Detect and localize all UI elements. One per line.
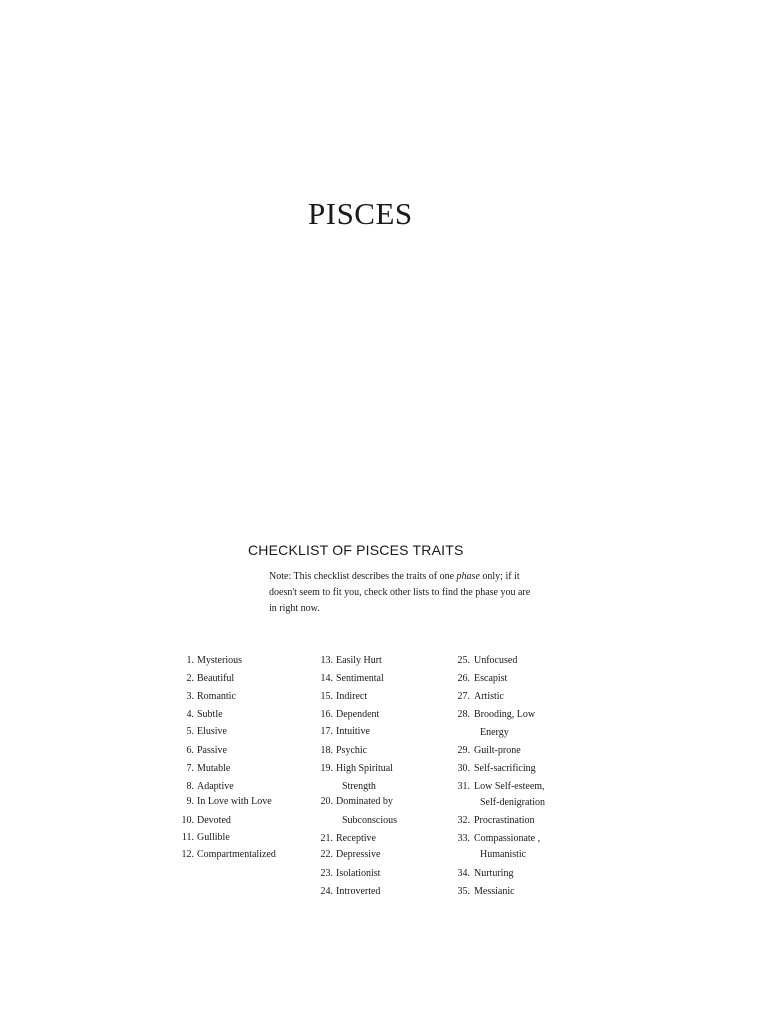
trait-number: 24.	[320, 886, 333, 897]
trait-item	[176, 745, 227, 757]
page-title: PISCES	[308, 196, 413, 231]
trait-label: Messianic	[474, 886, 515, 897]
trait-item	[176, 726, 227, 738]
trait-item	[176, 763, 230, 775]
trait-number: 33.	[457, 833, 470, 844]
trait-item	[450, 673, 507, 685]
trait-item	[313, 726, 370, 738]
trait-number: 1.	[186, 655, 194, 666]
trait-item	[176, 796, 272, 808]
trait-number: 31.	[457, 781, 470, 792]
trait-item	[450, 745, 521, 757]
trait-number: 16.	[320, 709, 333, 720]
trait-label: Easily Hurt	[336, 655, 382, 666]
trait-label: Subtle	[197, 709, 223, 720]
trait-number: 23.	[320, 868, 333, 879]
trait-number: 3.	[186, 691, 194, 702]
note-emphasis: phase	[456, 571, 480, 582]
trait-label: Sentimental	[336, 673, 384, 684]
trait-item	[313, 796, 393, 808]
trait-number: 6.	[186, 745, 194, 756]
note-text-after: only; if it doesn't seem to fit you, check other lists to find the phase you are in right now.	[269, 571, 531, 614]
trait-item	[313, 673, 384, 685]
trait-label: Mutable	[197, 763, 231, 774]
trait-item	[313, 691, 367, 703]
trait-label: Beautiful	[197, 673, 235, 684]
trait-item	[176, 849, 276, 861]
trait-number: 2.	[186, 673, 194, 684]
trait-label: Dependent	[336, 709, 380, 720]
trait-label: Self-sacrificing	[474, 763, 536, 774]
trait-label: Isolationist	[336, 868, 381, 879]
trait-number: 13.	[320, 655, 333, 666]
trait-item	[176, 815, 231, 827]
trait-item	[176, 832, 230, 844]
trait-item	[313, 868, 380, 880]
trait-label: Gullible	[197, 832, 230, 843]
trait-number: 28.	[457, 709, 470, 720]
trait-label: Psychic	[336, 745, 368, 756]
trait-number: 18.	[320, 745, 333, 756]
trait-number: 35.	[457, 886, 470, 897]
trait-item	[450, 886, 515, 898]
trait-number: 5.	[186, 726, 194, 737]
trait-number: 4.	[186, 709, 194, 720]
trait-label: Depressive	[336, 849, 381, 860]
trait-label: Escapist	[474, 673, 508, 684]
trait-item	[176, 673, 234, 685]
trait-label: Introverted	[336, 886, 381, 897]
trait-label: In Love with Love	[197, 796, 272, 807]
trait-label: Dominated by	[336, 796, 393, 807]
trait-item	[313, 745, 367, 757]
trait-item	[450, 815, 535, 827]
trait-item	[450, 691, 504, 703]
trait-number: 11.	[181, 832, 194, 843]
note-text-before: Note: This checklist describes the traits of one	[269, 571, 457, 582]
trait-number: 22.	[320, 849, 333, 860]
trait-label-continuation: Subconscious	[342, 815, 397, 826]
trait-label: Low Self-esteem,	[474, 781, 545, 792]
trait-label-continuation: Self-denigration	[480, 797, 545, 808]
trait-item	[313, 849, 380, 861]
trait-number: 19.	[320, 763, 333, 774]
trait-label-continuation: Strength	[342, 781, 376, 792]
trait-item	[450, 781, 545, 793]
trait-item	[176, 781, 234, 793]
trait-label: Mysterious	[197, 655, 242, 666]
trait-label: Artistic	[474, 691, 504, 702]
trait-number: 10.	[181, 815, 194, 826]
trait-label: Passive	[197, 745, 227, 756]
trait-item	[313, 886, 380, 898]
trait-item	[176, 655, 242, 667]
trait-number: 30.	[457, 763, 470, 774]
checklist-heading: CHECKLIST OF PISCES TRAITS	[248, 542, 464, 558]
trait-label: Compassionate ,	[474, 833, 541, 844]
trait-item	[450, 709, 535, 721]
trait-number: 9.	[186, 796, 194, 807]
trait-item	[450, 655, 517, 667]
trait-number: 29.	[457, 745, 470, 756]
trait-item	[313, 833, 376, 845]
trait-number: 17.	[320, 726, 333, 737]
trait-item	[176, 709, 223, 721]
trait-label-continuation: Energy	[480, 727, 509, 738]
trait-label: Brooding, Low	[474, 709, 536, 720]
trait-label: Nurturing	[474, 868, 514, 879]
trait-item	[450, 833, 540, 845]
trait-number: 27.	[457, 691, 470, 702]
trait-number: 25.	[457, 655, 470, 666]
trait-item	[176, 691, 236, 703]
trait-item	[313, 709, 379, 721]
trait-label: Romantic	[197, 691, 236, 702]
trait-label: Receptive	[336, 833, 376, 844]
checklist-note	[269, 569, 531, 617]
trait-number: 14.	[320, 673, 333, 684]
trait-number: 34.	[457, 868, 470, 879]
trait-number: 15.	[320, 691, 333, 702]
trait-label: Adaptive	[197, 781, 234, 792]
trait-label: Elusive	[197, 726, 227, 737]
trait-number: 32.	[457, 815, 470, 826]
trait-number: 12.	[181, 849, 194, 860]
trait-item	[450, 763, 536, 775]
trait-number: 26.	[457, 673, 470, 684]
trait-label: Intuitive	[336, 726, 370, 737]
trait-label: Indirect	[336, 691, 368, 702]
trait-item	[313, 655, 382, 667]
trait-label: Unfocused	[474, 655, 518, 666]
trait-label: Compartmentalized	[197, 849, 276, 860]
trait-number: 7.	[186, 763, 194, 774]
trait-item	[313, 763, 393, 775]
trait-number: 20.	[320, 796, 333, 807]
trait-label: High Spiritual	[336, 763, 393, 774]
trait-label-continuation: Humanistic	[480, 849, 527, 860]
trait-number: 21.	[320, 833, 333, 844]
trait-label: Guilt-prone	[474, 745, 521, 756]
trait-label: Procrastination	[474, 815, 535, 826]
trait-number: 8.	[186, 781, 194, 792]
trait-label: Devoted	[197, 815, 231, 826]
trait-item	[450, 868, 513, 880]
